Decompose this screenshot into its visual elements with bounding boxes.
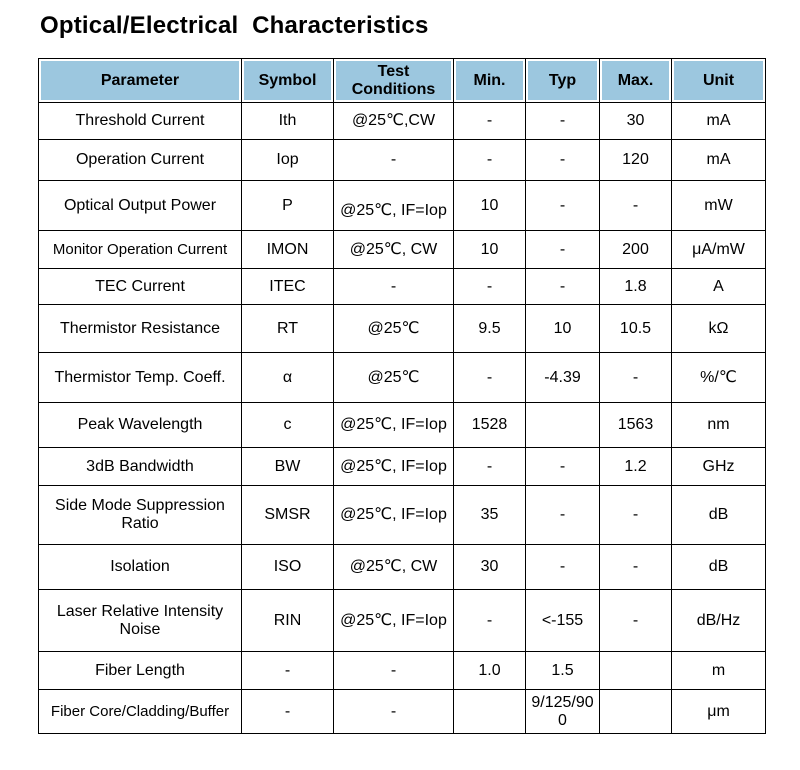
header-symbol: Symbol [242, 59, 334, 103]
table-row [39, 353, 766, 403]
cell-conditions: @25℃ [334, 305, 454, 353]
cell-parameter: Fiber Core/Cladding/Buffer [39, 690, 242, 734]
cell-unit: nm [672, 403, 766, 448]
cell-conditions: - [334, 269, 454, 305]
cell-conditions [334, 181, 454, 231]
cell-parameter: Laser Relative Intensity Noise [39, 590, 242, 652]
cell-parameter: Threshold Current [39, 103, 242, 140]
cell-min: 10 [454, 231, 526, 269]
cell-conditions: @25℃, IF=Iop [334, 403, 454, 448]
cell-typ: - [526, 269, 600, 305]
cell-unit: %/℃ [672, 353, 766, 403]
cell-typ: 9/125/900 [526, 690, 600, 734]
cell-min: - [454, 590, 526, 652]
cell-max [600, 652, 672, 690]
cell-parameter: Operation Current [39, 140, 242, 181]
cell-unit: μm [672, 690, 766, 734]
cell-conditions: @25℃, CW [334, 545, 454, 590]
table-row [39, 448, 766, 486]
cell-min [454, 690, 526, 734]
cell-max: - [600, 181, 672, 231]
table-row [39, 103, 766, 140]
header-test-conditions: Test Conditions [334, 59, 454, 103]
header-unit: Unit [672, 59, 766, 103]
cell-symbol: IMON [242, 231, 334, 269]
cell-typ: - [526, 140, 600, 181]
cell-unit: kΩ [672, 305, 766, 353]
cell-unit: mA [672, 103, 766, 140]
cell-unit: mW [672, 181, 766, 231]
cell-typ [526, 403, 600, 448]
cell-unit: mA [672, 140, 766, 181]
characteristics-table [38, 58, 766, 734]
cell-symbol: - [242, 690, 334, 734]
header-min: Min. [454, 59, 526, 103]
cell-unit: dB [672, 486, 766, 545]
cell-max: - [600, 353, 672, 403]
cell-max: 10.5 [600, 305, 672, 353]
cell-parameter: 3dB Bandwidth [39, 448, 242, 486]
cell-max [600, 690, 672, 734]
cell-parameter: Isolation [39, 545, 242, 590]
table-row [39, 231, 766, 269]
cell-min: - [454, 269, 526, 305]
cell-min: 35 [454, 486, 526, 545]
cell-symbol: ITEC [242, 269, 334, 305]
table-row [39, 140, 766, 181]
cell-typ: <-155 [526, 590, 600, 652]
cell-min: - [454, 353, 526, 403]
cell-typ: 10 [526, 305, 600, 353]
table-row [39, 652, 766, 690]
cell-symbol: SMSR [242, 486, 334, 545]
table-row [39, 403, 766, 448]
cell-unit: A [672, 269, 766, 305]
cell-parameter: Monitor Operation Current [39, 231, 242, 269]
cell-unit: μA/mW [672, 231, 766, 269]
cell-min: - [454, 103, 526, 140]
conditions-text: @25℃, IF=Iop [340, 201, 447, 219]
cell-min: - [454, 140, 526, 181]
cell-conditions: - [334, 690, 454, 734]
cell-unit: dB [672, 545, 766, 590]
cell-conditions: - [334, 140, 454, 181]
cell-min: 9.5 [454, 305, 526, 353]
page-title: Optical/Electrical Characteristics [40, 12, 429, 39]
cell-conditions: @25℃, IF=Iop [334, 590, 454, 652]
cell-symbol: - [242, 652, 334, 690]
cell-unit: dB/Hz [672, 590, 766, 652]
cell-conditions: @25℃, IF=Iop [334, 448, 454, 486]
cell-parameter: Fiber Length [39, 652, 242, 690]
cell-min: 1528 [454, 403, 526, 448]
cell-max: 200 [600, 231, 672, 269]
cell-unit: m [672, 652, 766, 690]
cell-max: 120 [600, 140, 672, 181]
table-row [39, 690, 766, 734]
cell-parameter: Thermistor Temp. Coeff. [39, 353, 242, 403]
cell-max: 1.2 [600, 448, 672, 486]
cell-parameter: Peak Wavelength [39, 403, 242, 448]
cell-typ: - [526, 103, 600, 140]
cell-max: 1.8 [600, 269, 672, 305]
table-row [39, 486, 766, 545]
cell-symbol: RT [242, 305, 334, 353]
header-max: Max. [600, 59, 672, 103]
cell-max: - [600, 590, 672, 652]
cell-conditions: @25℃,CW [334, 103, 454, 140]
table-row [39, 590, 766, 652]
cell-conditions: - [334, 652, 454, 690]
cell-symbol: c [242, 403, 334, 448]
cell-symbol: Ith [242, 103, 334, 140]
cell-symbol: P [242, 181, 334, 231]
cell-min: 1.0 [454, 652, 526, 690]
cell-conditions: @25℃ [334, 353, 454, 403]
table-row [39, 545, 766, 590]
cell-parameter: Thermistor Resistance [39, 305, 242, 353]
cell-typ: 1.5 [526, 652, 600, 690]
cell-max: 30 [600, 103, 672, 140]
cell-symbol: α [242, 353, 334, 403]
cell-parameter: Side Mode Suppression Ratio [39, 486, 242, 545]
cell-typ: - [526, 448, 600, 486]
table-row [39, 269, 766, 305]
cell-symbol: ISO [242, 545, 334, 590]
cell-typ: - [526, 486, 600, 545]
cell-symbol: BW [242, 448, 334, 486]
cell-parameter: Optical Output Power [39, 181, 242, 231]
cell-max: - [600, 545, 672, 590]
cell-symbol: RIN [242, 590, 334, 652]
cell-unit: GHz [672, 448, 766, 486]
cell-max: - [600, 486, 672, 545]
cell-typ: - [526, 181, 600, 231]
cell-typ: -4.39 [526, 353, 600, 403]
table-row [39, 305, 766, 353]
cell-typ: - [526, 545, 600, 590]
cell-typ: - [526, 231, 600, 269]
header-parameter: Parameter [39, 59, 242, 103]
cell-conditions: @25℃, IF=Iop [334, 486, 454, 545]
cell-min: - [454, 448, 526, 486]
table-row [39, 181, 766, 231]
cell-symbol: Iop [242, 140, 334, 181]
cell-max: 1563 [600, 403, 672, 448]
table-header-row [39, 59, 766, 103]
cell-parameter: TEC Current [39, 269, 242, 305]
header-typ: Typ [526, 59, 600, 103]
cell-conditions: @25℃, CW [334, 231, 454, 269]
cell-min: 10 [454, 181, 526, 231]
cell-min: 30 [454, 545, 526, 590]
